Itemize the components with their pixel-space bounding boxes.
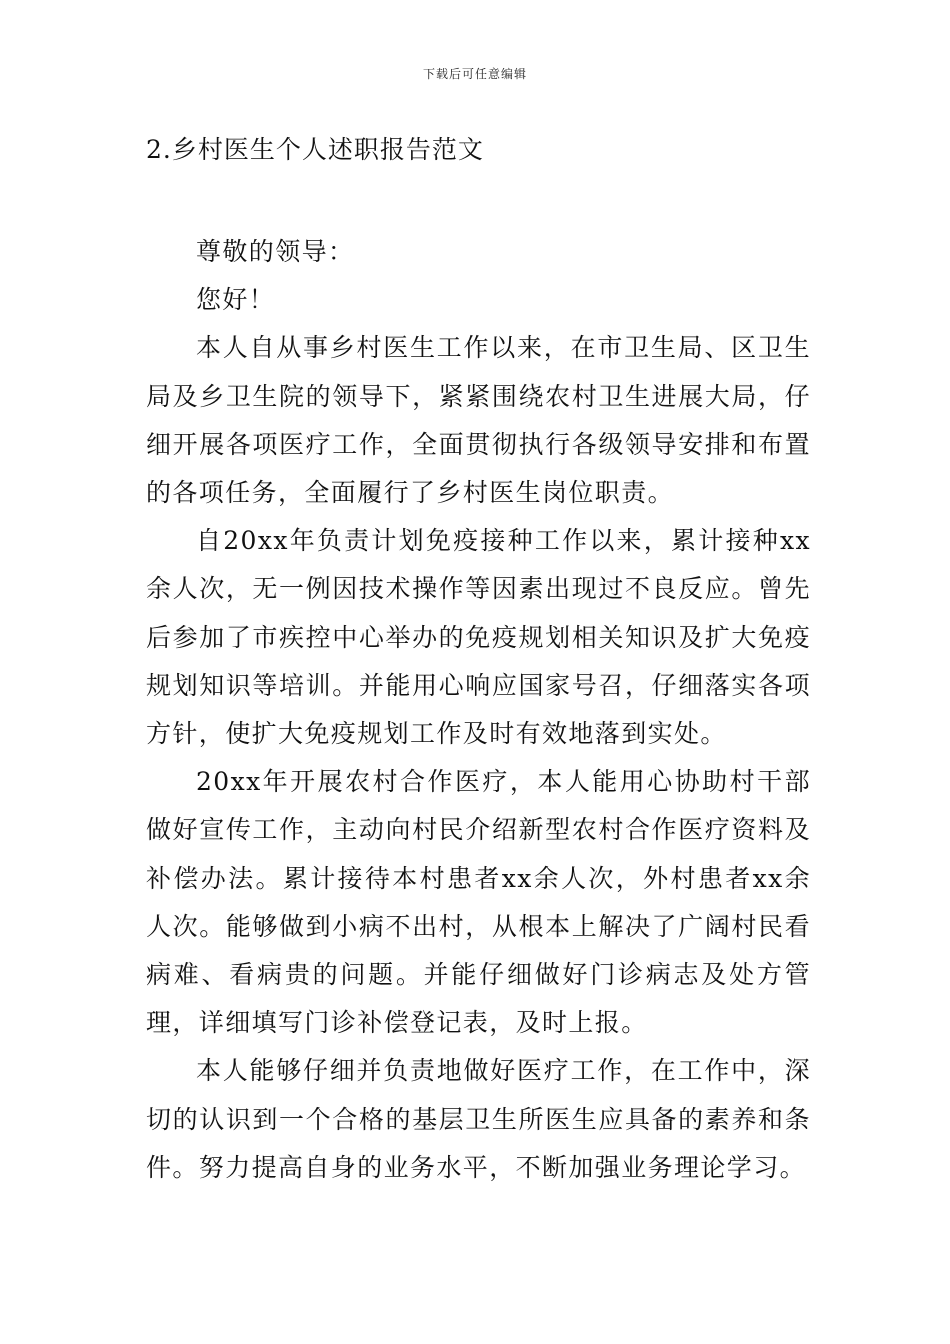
document-title: 2.乡村医生个人述职报告范文 (146, 135, 484, 164)
paragraph-3: 20xx年开展农村合作医疗，本人能用心协助村干部做好宣传工作，主动向村民介绍新型农村合作医疗资料及补偿办法。累计接待本村患者xx余人次，外村患者xx余人次。能够做到小病不出村，从根本上解决了广阔村民看病难、看病贵的问题。并能仔细做好门诊病志及处方管理，详细填写门诊补偿登记表，及时上报。 (146, 767, 811, 1038)
paragraph-4: 本人能够仔细并负责地做好医疗工作，在工作中，深切的认识到一个合格的基层卫生所医生应具备的素养和条件。努力提高自身的业务水平，不断加强业务理论学习。 (146, 1056, 811, 1182)
paragraph-2: 自20xx年负责计划免疫接种工作以来，累计接种xx余人次，无一例因技术操作等因素出现过不良反应。曾先后参加了市疾控中心举办的免疫规划相关知识及扩大免疫规划知识等培训。并能用心响应国家号召，仔细落实各项方针，使扩大免疫规划工作及时有效地落到实处。 (146, 526, 811, 749)
salutation: 尊敬的领导： (196, 237, 355, 266)
paragraph-1: 本人自从事乡村医生工作以来，在市卫生局、区卫生局及乡卫生院的领导下，紧紧围绕农村卫生进展大局，仔细开展各项医疗工作，全面贯彻执行各级领导安排和布置的各项任务，全面履行了乡村医生岗位职责。 (146, 333, 811, 508)
header-note: 下载后可任意编辑 (422, 67, 527, 81)
greeting: 您好！ (196, 285, 276, 315)
document-body (146, 228, 811, 1192)
